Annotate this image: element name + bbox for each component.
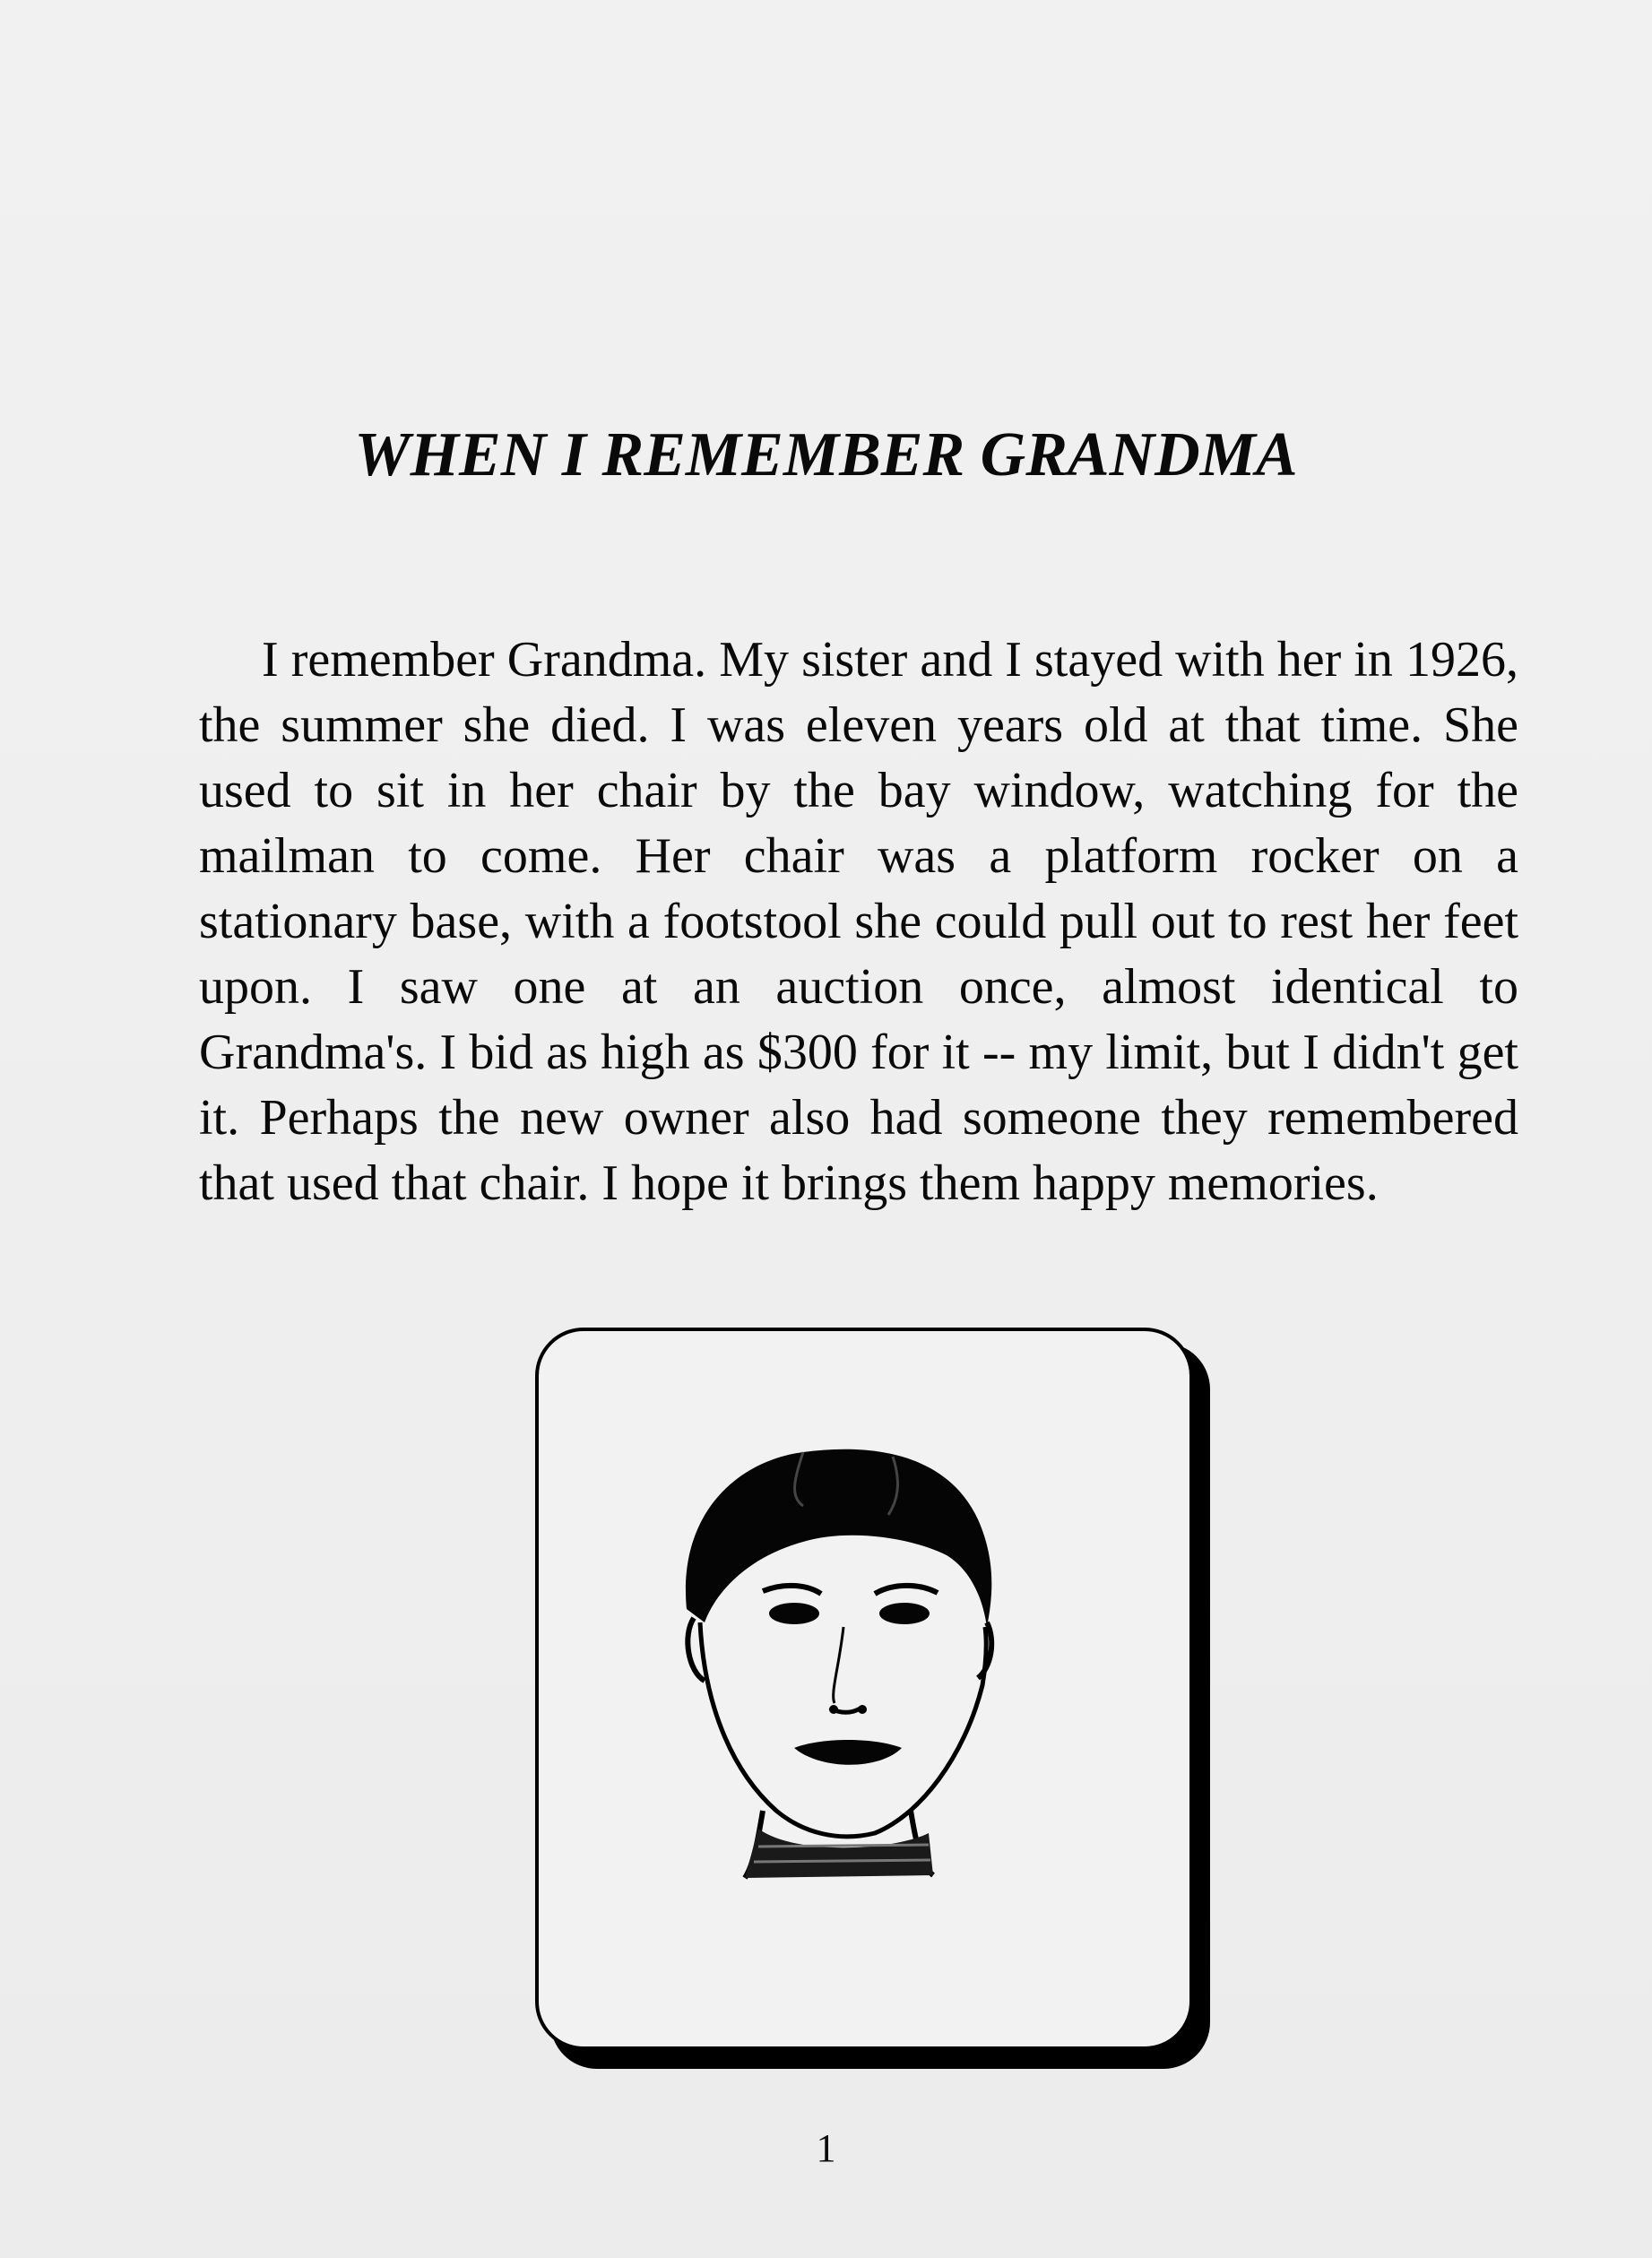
portrait-sketch-icon xyxy=(534,1327,1215,2076)
page-number: 1 xyxy=(816,2126,836,2170)
body-paragraph: I remember Grandma. My sister and I stayed with her in 1926, the summer she died. I was eleven years old at that time. She used to sit in her chair by the bay window, watching for the mailman to come. Her chair was a platform rocker on a stationary base, with a footstool she could pull out to rest her feet upon. I saw one at an auction once, almost identical to Grandma's. I bid as high as $300 for it -- my limit, but I didn't get it. Perhaps the new owner also had someone they remembered that used that chair. I hope it brings them happy memories. xyxy=(199,632,1518,1211)
page-title: WHEN I REMEMBER GRANDMA xyxy=(354,420,1298,489)
portrait-illustration xyxy=(534,1327,1215,2076)
